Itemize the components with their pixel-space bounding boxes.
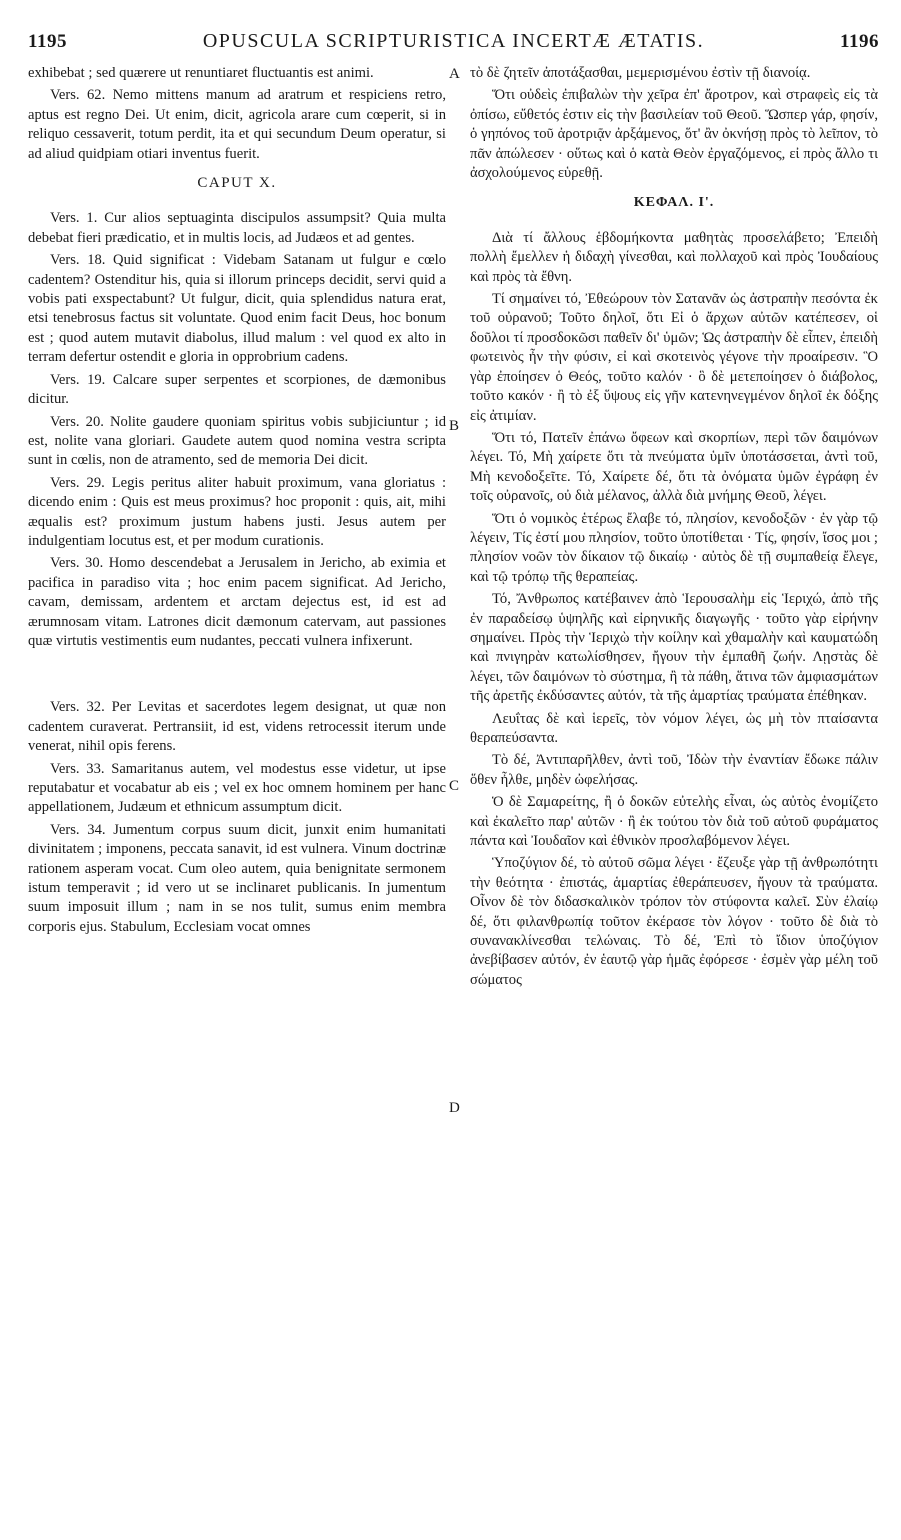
- right-page-number: 1196: [840, 31, 879, 52]
- margin-marker-b: B: [449, 418, 460, 434]
- greek-column: [470, 64, 878, 993]
- margin-marker-c: C: [449, 778, 460, 794]
- margin-marker-a: A: [449, 66, 460, 82]
- greek-paragraph: Τό, Ἄνθρωπος κατέβαινεν ἀπὸ Ἱερουσαλὴμ εἰς Ἱεριχώ, ἀπὸ τῆς ἐν παραδείσῳ ὑψηλῆς καὶ εἰρηνικῆς διαγωγῆς · τοῦτο γὰρ εἰρήνην σημαίνει. Πρὸς τὴν Ἱεριχὼ τὴν κοίλην καὶ χθαμαλὴν καὶ καυματώδη καὶ πνιγηρὰν κατωλίσθησεν, ἤγουν τὴν ἐμπαθῆ ζωήν. Λῃστὰς δὲ λέγει, τῶν δαιμόνων τὸ σύστημα, ἢ τὰ πάθη, ἅτινα τῶν ἀμφιασμάτων τῆς ἀρετῆς ἐκδύσαντες αὐτόν, τὰ τῆς ἁμαρτίας τραύματα ἐπέθηκαν.: [470, 591, 878, 705]
- greek-paragraph: Διὰ τί ἄλλους ἑβδομήκοντα μαθητὰς προσελάβετο; Ἐπειδὴ πολλὴ ἔμελλεν ἡ διδαχὴ γίνεσθαι, καὶ πολλαχοῦ καὶ πρὸς Ἰουδαίους καὶ πρὸς τὰ ἔθνη.: [470, 229, 878, 285]
- latin-paragraph: Vers. 1. Cur alios septuaginta discipulos assumpsit? Quia multa debebat fieri prædicatio, et in multis locis, ad Judæos et ad gentes.: [28, 210, 446, 246]
- greek-paragraph: Ὅτι ὁ νομικὸς ἑτέρως ἔλαβε τό, πλησίον, κενοδοξῶν · ἐν γὰρ τῷ λέγειν, Τίς ἐστί μου πλησίον, τοῦτο ὑποτίθεται · Τίς, φησίν, ἴσος μοι ; πλησίον νοῶν τὸν δίκαιον τῷ δικαίῳ · αὐτὸς δὲ τῇ συμπαθείᾳ ἔλεγε, καὶ τῷ τρόπῳ τῆς θεραπείας.: [470, 510, 878, 585]
- margin-marker-d: D: [449, 1100, 460, 1116]
- greek-paragraph: Τί σημαίνει τό, Ἐθεώρουν τὸν Σατανᾶν ὡς ἀστραπὴν πεσόντα ἐκ τοῦ οὐρανοῦ; Τοῦτο δηλοῖ, ὅτι Εἰ ὁ ἄρχων αὐτῶν κατέπεσεν, οἱ δοῦλοι τί προσδοκῶσι παθεῖν δι' ὑμῶν; Ὡς ἀστραπὴν δὲ εἶπεν, ἐπειδὴ φωτεινὸς ἦν τὴν φύσιν, εἰ καὶ σκοτεινὸς γέγονε τὴν προαίρεσιν. Ὃ γὰρ ἐποίησεν ὁ Θεός, τοῦτο καλόν · ὃ δὲ μετεποίησεν ὁ διάβολος, τοῦτο κακόν · ἢ τὸ ἐξ ὕψους εἰς γῆν κατενηνεγμένον δηλοῖ ἐκ δόξης εἰς ἀτιμίαν.: [470, 291, 878, 424]
- caput-heading: CAPUT X.: [197, 175, 277, 192]
- greek-paragraph: τὸ δὲ ζητεῖν ἀποτάξασθαι, μεμερισμένου ἐστὶν τῇ διανοίᾳ.: [470, 65, 811, 81]
- kephal-heading: ΚΕΦΑΛ. Ι'.: [633, 195, 715, 211]
- greek-paragraph: Ὅτι οὐδεὶς ἐπιβαλὼν τὴν χεῖρα ἐπ' ἄροτρον, καὶ στραφεὶς εἰς τὰ ὀπίσω, εὔθετός ἐστιν εἰς τὴν βασιλείαν τοῦ Θεοῦ. Ὥσπερ γάρ, φησίν, ὁ γηπόνος τοῦ ἀροτριᾷν ἀρξάμενος, ὅτ' ἂν ὀκνήσῃ πρὸς τὸ λεῖπον, τὸ πᾶν ἀπώλεσεν · οὕτως καὶ ὁ κατὰ Θεὸν ἐργαζόμενος, εἰ πρὸς ἄλλο τι ἀσχολούμενος εὑρεθῇ.: [470, 87, 878, 182]
- greek-paragraph: Ὑποζύγιον δέ, τὸ αὐτοῦ σῶμα λέγει · ἔζευξε γὰρ τῇ ἀνθρωπότητι τὴν θεότητα · ἐπιστάς, ἁμαρτίας ἐθεράπευσεν, ἤγουν τὰ τραύματα. Οἶνον δὲ τὸν διδασκαλικὸν τρόπον τὸν στύφοντα καλεῖ. Σὺν ἐλαίῳ δέ, ὅτι φιλανθρωπίᾳ τοῦτον ἐκέρασε τὸν λόγον · τοῦτο δὲ διὰ τὸ συνανακλίνεσθαι τελώναις. Τὸ δέ, Ἐπὶ τὸ ἴδιον ὑποζύγιον ἀνεβίβασεν αὐτόν, ἐν ἑαυτῷ γὰρ ἡμᾶς ἐφόρεσε · ἐσμὲν γὰρ μέλη τοῦ σώματος: [470, 855, 878, 988]
- latin-paragraph: exhibebat ; sed quærere ut renuntiaret fluctuantis est animi.: [28, 65, 374, 81]
- latin-column: [28, 64, 446, 940]
- latin-paragraph: Vers. 18. Quid significat : Videbam Satanam ut fulgur e cœlo cadentem? Ostenditur his, quia si illorum princeps decidit, servi quid a vobis pati exspectabunt? Ut fulgur, dicit, quia splendidus natura erat, etsi tenebrosus factus sit voluntate. Quod enim facit Deus, hoc bonum est ; quod autem mutavit diabolus, illud malum : vel quod ex alto in terram defertur ostendit e gloria in opprobrium cadens.: [28, 252, 446, 366]
- latin-paragraph: Vers. 19. Calcare super serpentes et scorpiones, de dæmonibus dicitur.: [28, 371, 446, 408]
- greek-paragraph: Τὸ δέ, Ἀντιπαρῆλθεν, ἀντὶ τοῦ, Ἰδὼν τὴν ἐναντίαν ἔδωκε πάλιν ὅθεν ἦλθε, μηδὲν ὠφελήσας.: [470, 752, 878, 788]
- greek-paragraph: Λευΐτας δὲ καὶ ἱερεῖς, τὸν νόμον λέγει, ὡς μὴ τὸν πταίσαντα θεραπεύσαντα.: [470, 710, 878, 746]
- greek-paragraph: Ὅτι τό, Πατεῖν ἐπάνω ὄφεων καὶ σκορπίων, περὶ τῶν δαιμόνων λέγει. Τό, Μὴ χαίρετε ὅτι τὰ πνεύματα ὑμῖν ὑποτάσσεται, ἀντὶ τοῦ, Μὴ κενοδοξεῖτε. Τό, Χαίρετε δέ, ὅτι τὰ ὀνόματα ὑμῶν ἐγράφη ἐν τοῖς οὐρανοῖς, οὐ διὰ μέλανος, ἀλλὰ διὰ μνήμης Θεοῦ, λέγει.: [470, 429, 878, 505]
- column-gap: [28, 654, 446, 698]
- latin-paragraph: Vers. 33. Samaritanus autem, vel modestus esse videtur, ut ipse reputabatur et vocabatur ab eis ; vel ex hoc omnem hominem per hanc appellationem, Judæum et ethnicum assumptum dicit.: [28, 760, 446, 816]
- latin-paragraph: Vers. 34. Jumentum corpus suum dicit, junxit enim humanitati divinitatem ; imponens, peccata sanavit, id est vulnera. Vinum doctrinæ rationem asperam vocat. Cum oleo autem, quia benignitate sermonem istum temperavit ; id vero ut se inclinaret publicanis. In jumentum suum imposuit illum ; nam in se nos tulit, sumus enim membra corporis ejus. Stabulum, Ecclesiam vocat omnes: [28, 821, 446, 935]
- page-header: [28, 30, 879, 56]
- latin-paragraph: Vers. 30. Homo descendebat a Jerusalem in Jericho, ab eximia et pacifica in paradiso vita ; hoc enim pacem significat. Ad Jericho, cavam, demissam, ardentem et arctam dejectus est, id est ad ærumnosam vitam. Latrones dicit dæmonum catervam, aut passiones quæ virtutis vestimentis eum nudantes, peccati vulnera infixerunt.: [28, 555, 446, 649]
- left-page-number: 1195: [28, 31, 67, 52]
- greek-paragraph: Ὁ δὲ Σαμαρείτης, ἢ ὁ δοκῶν εὐτελὴς εἶναι, ὡς αὐτὸς ἐνομίζετο καὶ ἐκαλεῖτο παρ' αὐτῶν · ἢ ἐκ τούτου τὸν διὰ τοῦ αὐτοῦ φυράματος πάντα καὶ Ἰουδαῖον καὶ ἐθνικὸν προσλαβόμενον λέγει.: [470, 794, 878, 850]
- running-title: OPUSCULA SCRIPTURISTICA INCERTÆ ÆTATIS.: [202, 30, 705, 52]
- latin-paragraph: Vers. 62. Nemo mittens manum ad aratrum et respiciens retro, aptus est regno Dei. Ut enim, dicit, agricola arare cum cœperit, si in reliquo cessaverit, totum perdit, ita et qui secundum Deum operatur, si ad aliud quidpiam otiari inventus fuerit.: [28, 87, 446, 162]
- latin-paragraph: Vers. 29. Legis peritus aliter habuit proximum, vana gloriatus : dicendo enim : Quis est meus proximus? hoc proponit : quis, ait, mihi æqualis est? proximum justum habens justi. Jesus autem per indulgentiam locutus est, et per modum curationis.: [28, 474, 446, 549]
- latin-paragraph: Vers. 32. Per Levitas et sacerdotes legem designat, ut quæ non cadentem curaverat. Pertransiit, id est, videns retrocessit iterum unde venerat, nihil opis ferens.: [28, 699, 446, 755]
- latin-paragraph: Vers. 20. Nolite gaudere quoniam spiritus vobis subjiciuntur ; id est, nolite vana gloriari. Gaudete autem quod nomina vestra scripta sunt in cœlis, non de atramento, sed de memoria Dei dicit.: [28, 413, 446, 469]
